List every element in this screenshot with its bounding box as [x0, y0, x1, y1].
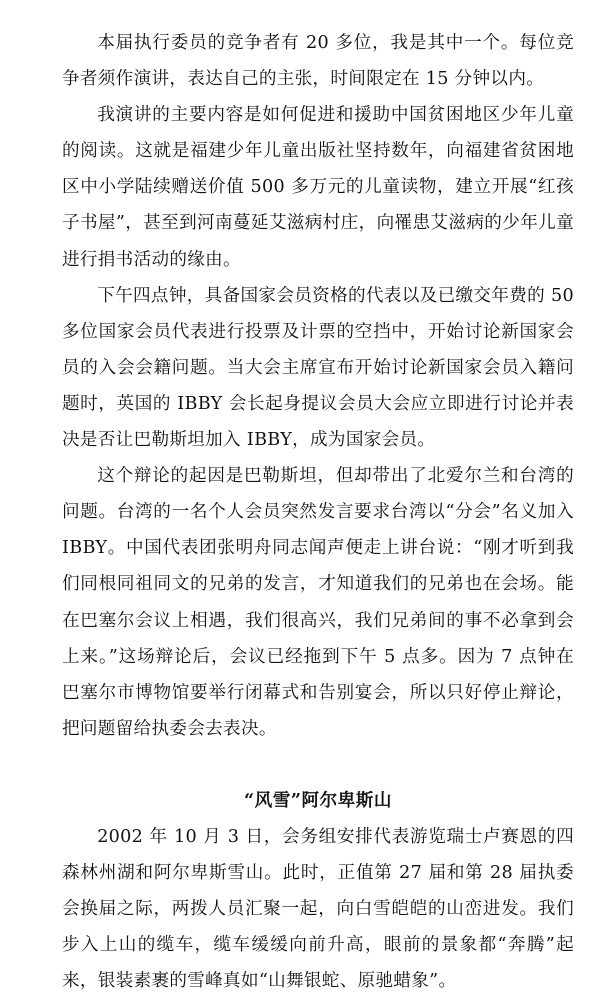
section-heading: “风雪”阿尔卑斯山 [244, 789, 392, 811]
paragraph-executive-candidates: 本届执行委员的竞争者有 20 多位，我是其中一个。每位竞争者须作演讲，表达自己的主张，时间限定在 15 分钟以内。 [62, 33, 574, 90]
paragraph-alps-trip: 2002 年 10 月 3 日，会务组安排代表游览瑞士卢赛恩的四森林州湖和阿尔卑斯雪山。此时，正值第 27 届和第 28 届执委会换届之际，两拨人员汇聚一起，向白雪皑皑的山峦进发。我们步入上山的缆车，缆车缓缓向前升高，眼前的景象都“奔腾”起来，银装素裹的雪峰真如“山舞银蛇、原驰蜡象”。 [62, 827, 574, 992]
paragraph-voting-membership: 下午四点钟，具备国家会员资格的代表以及已缴交年费的 50 多位国家会员代表进行投票及计票的空挡中，开始讨论新国家会员的入会会籍问题。当大会主席宣布开始讨论新国家会员入籍问题时，英国的 IBBY 会长起身提议会员大会应立即进行讨论并表决是否让巴勒斯坦加入 IBBY，成为国家会员。 [62, 285, 574, 451]
document-body [62, 25, 574, 1000]
paragraph-speech-content: 我演讲的主要内容是如何促进和援助中国贫困地区少年儿童的阅读。这就是福建少年儿童出版社坚持数年，向福建省贫困地区中小学陆续赠送价值 500 多万元的儿童读物，建立开展“红孩子书屋”，甚至到河南蔓延艾滋病村庄，向罹患艾滋病的少年儿童进行捐书活动的缘由。 [62, 105, 574, 270]
paragraph-debate: 这个辩论的起因是巴勒斯坦，但却带出了北爱尔兰和台湾的问题。台湾的一名个人会员突然发言要求台湾以“分会”名义加入 IBBY。中国代表团张明舟同志闻声便走上讲台说：“刚才听到我们同根同祖同文的兄弟的发言，才知道我们的兄弟也在会场。能在巴塞尔会议上相遇，我们很高兴，我们兄弟间的事不必拿到会上来。”这场辩论后，会议已经拖到下午 5 点多。因为 7 点钟在巴塞尔市博物馆要举行闭幕式和告别宴会，所以只好停止辩论，把问题留给执委会去表决。 [62, 466, 574, 739]
